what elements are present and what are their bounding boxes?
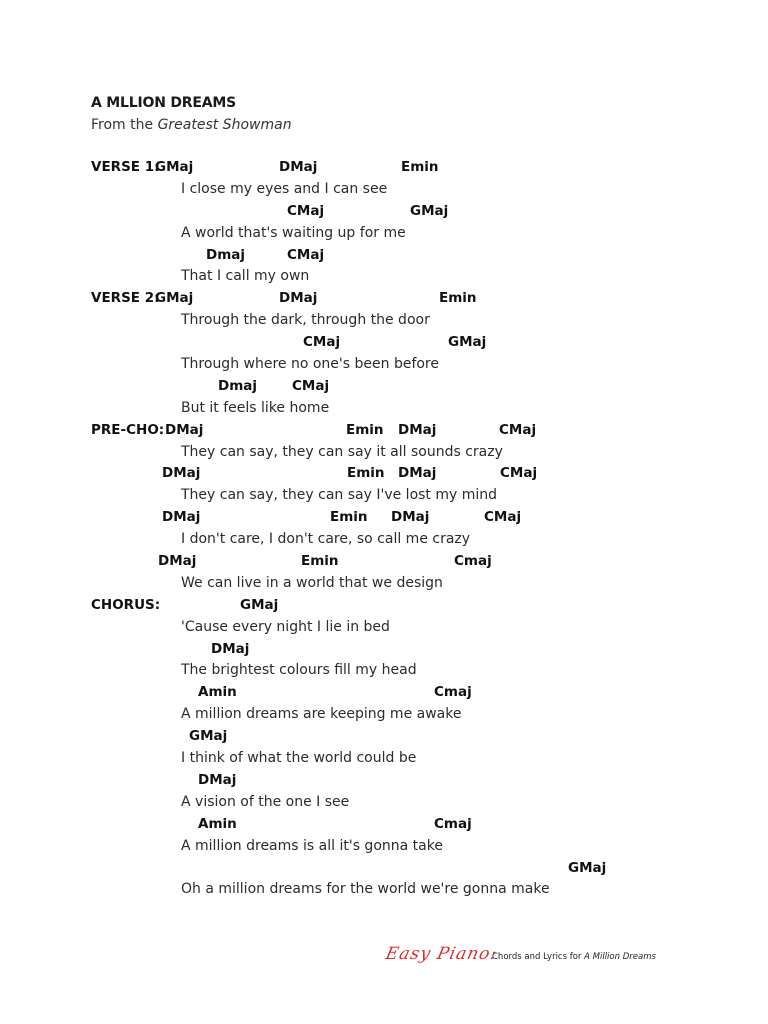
chord-row: [0, 334, 768, 356]
song-subtitle: [91, 117, 292, 133]
chord: DMaj: [165, 421, 204, 438]
lyric-row: [0, 575, 768, 597]
lyric-row: [0, 531, 768, 553]
section-label-pre-chorus: PRE-CHO:: [91, 421, 165, 438]
lyric-line: A vision of the one I see: [181, 793, 350, 810]
chord: DMaj: [158, 553, 197, 570]
section-label-verse-2: VERSE 2:: [91, 290, 160, 307]
lyric-line: A million dreams is all it's gonna take: [181, 837, 443, 854]
lyric-row: [0, 356, 768, 378]
footer-caption-prefix: Chords and Lyrics for: [492, 952, 582, 962]
lyric-row: [0, 487, 768, 509]
chord: Emin: [301, 553, 339, 570]
lyric-line: That I call my own: [181, 268, 310, 285]
section-label-chorus: CHORUS:: [91, 596, 161, 613]
chord: Emin: [346, 421, 384, 438]
chord-row: [0, 247, 768, 269]
chord: GMaj: [410, 202, 449, 219]
lyric-line: A world that's waiting up for me: [181, 224, 406, 241]
lyric-row: [0, 881, 768, 903]
chord: GMaj: [568, 859, 607, 876]
lyric-row: [0, 312, 768, 334]
lyric-line: A million dreams are keeping me awake: [181, 706, 462, 723]
chord-row: [0, 422, 768, 444]
chord: Emin: [347, 465, 385, 482]
chord-row: [0, 553, 768, 575]
footer-caption-song: A Million Dreams: [584, 952, 656, 962]
lyric-row: [0, 181, 768, 203]
lyric-line: I close my eyes and I can see: [181, 180, 388, 197]
brand-logo: Easy Piano:: [383, 944, 500, 964]
chord: Amin: [198, 815, 237, 832]
subtitle-movie: Greatest Showman: [157, 117, 292, 133]
chord: Emin: [401, 159, 439, 175]
chord-row: [0, 772, 768, 794]
lyric-line: Oh a million dreams for the world we're gonna make: [181, 881, 550, 898]
chord: GMaj: [448, 334, 487, 351]
chord: DMaj: [211, 640, 250, 657]
lyric-line: Through where no one's been before: [181, 356, 439, 373]
lyric-row: [0, 706, 768, 728]
lyric-row: [0, 225, 768, 247]
chord: GMaj: [240, 596, 279, 613]
chord: Cmaj: [434, 815, 472, 832]
chord: DMaj: [279, 290, 318, 307]
chord: Amin: [198, 684, 237, 701]
chord: Emin: [439, 290, 477, 307]
song-title: A MLLION DREAMS: [91, 95, 236, 111]
chord: CMaj: [292, 377, 330, 394]
lyric-line: We can live in a world that we design: [181, 574, 443, 591]
subtitle-prefix: From the: [91, 117, 154, 133]
lyric-row: [0, 838, 768, 860]
chord: CMaj: [499, 421, 537, 438]
chord: DMaj: [162, 465, 201, 482]
section-label-verse-1: VERSE 1:: [91, 159, 160, 175]
chord: DMaj: [398, 465, 437, 482]
chord: DMaj: [198, 771, 237, 788]
lyric-row: [0, 400, 768, 422]
chord: Dmaj: [206, 246, 246, 263]
chord-row: [0, 641, 768, 663]
lyric-line: I think of what the world could be: [181, 750, 417, 767]
chord: GMaj: [189, 728, 228, 745]
chord: CMaj: [500, 465, 538, 482]
chord: GMaj: [155, 159, 194, 175]
chord: CMaj: [303, 334, 341, 351]
chord-row: [0, 816, 768, 838]
chord-row: [0, 159, 768, 181]
chord: CMaj: [287, 246, 325, 263]
chord: DMaj: [279, 159, 318, 175]
lyric-line: The brightest colours fill my head: [181, 662, 417, 679]
chord-row: [0, 378, 768, 400]
chord: CMaj: [287, 202, 325, 219]
lyric-line: But it feels like home: [181, 399, 330, 416]
lyric-line: They can say, they can say it all sounds crazy: [181, 443, 503, 460]
chord-row: [0, 203, 768, 225]
chord-sheet: [0, 159, 768, 903]
chord-row: [0, 597, 768, 619]
chord: Cmaj: [454, 553, 492, 570]
chord-row: [0, 465, 768, 487]
lyric-line: 'Cause every night I lie in bed: [181, 618, 390, 635]
chord: DMaj: [391, 509, 430, 526]
lyric-row: [0, 750, 768, 772]
chord-row: [0, 728, 768, 750]
lyric-row: [0, 619, 768, 641]
footer-caption: [492, 952, 656, 962]
lyric-row: [0, 662, 768, 684]
chord-row: [0, 290, 768, 312]
chord: DMaj: [398, 421, 437, 438]
lyric-line: They can say, they can say I've lost my mind: [181, 487, 498, 504]
chord-row: [0, 684, 768, 706]
chord: Dmaj: [218, 377, 258, 394]
lyric-row: [0, 268, 768, 290]
chord: CMaj: [484, 509, 522, 526]
chord-row: [0, 509, 768, 531]
chord: DMaj: [162, 509, 201, 526]
lyric-row: [0, 794, 768, 816]
chord: Cmaj: [434, 684, 472, 701]
chord: GMaj: [155, 290, 194, 307]
chord: Emin: [330, 509, 368, 526]
lyric-line: Through the dark, through the door: [181, 312, 430, 329]
lyric-line: I don't care, I don't care, so call me crazy: [181, 531, 471, 548]
chord-row: [0, 860, 768, 882]
lyric-row: [0, 444, 768, 466]
